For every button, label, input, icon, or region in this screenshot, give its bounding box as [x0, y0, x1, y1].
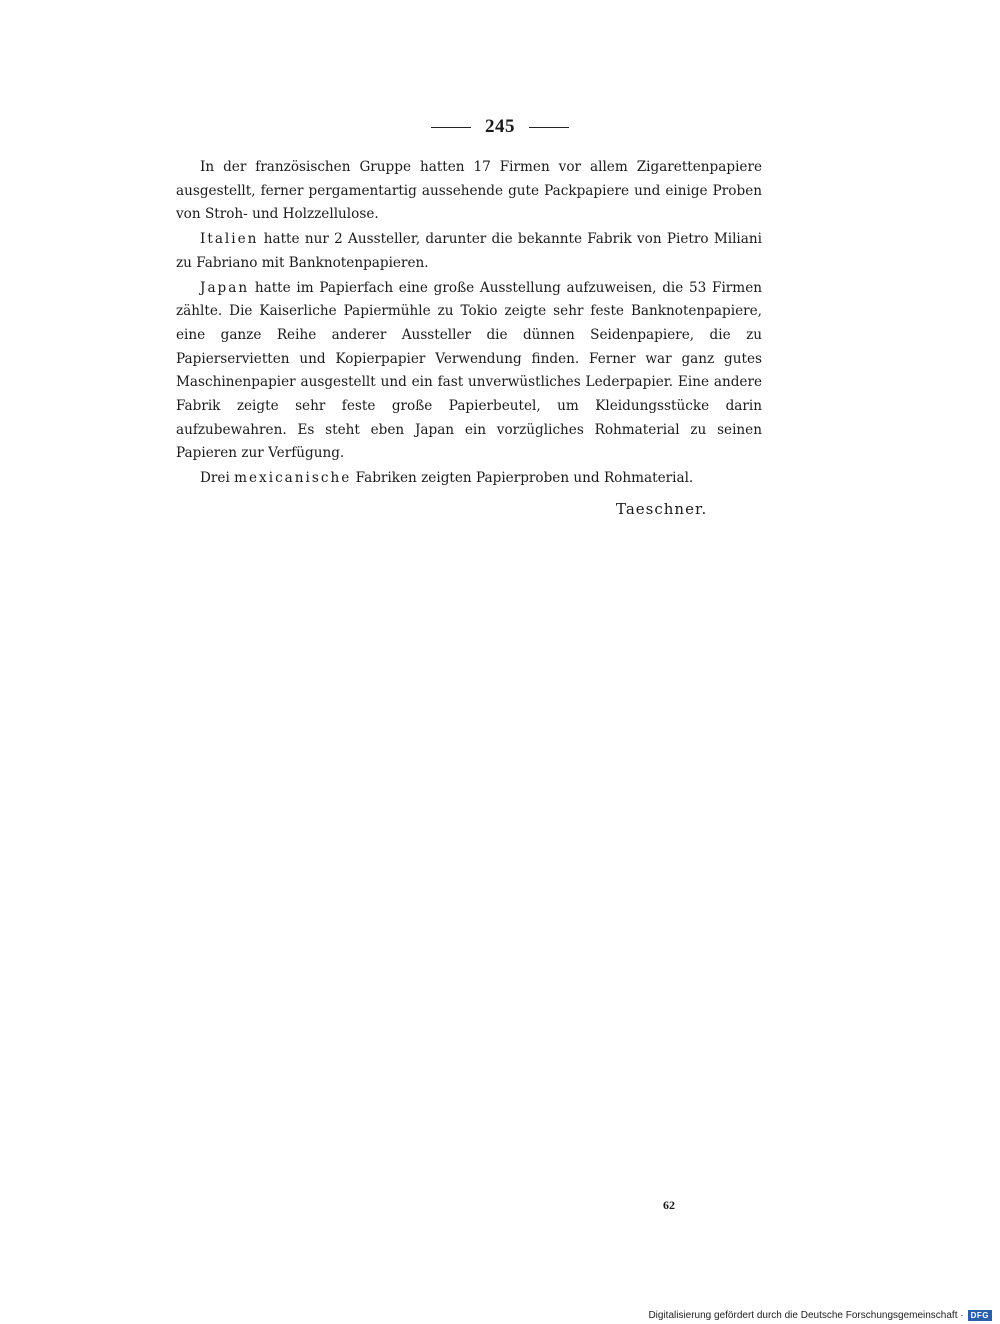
footer-text: Digitalisierung gefördert durch die Deutsche Forschungsgemeinschaft ·	[648, 1310, 964, 1321]
paragraph-text: In der französischen Gruppe hatten 17 Firmen vor allem Zigarettenpapiere ausgestellt, ferner pergamentartig aussehende gute Packpapiere und einige Proben von Stroh- und Holzzellulose.	[176, 159, 762, 223]
paragraph-japan	[176, 277, 762, 467]
paragraph-text: hatte nur 2 Aussteller, darunter die bekannte Fabrik von Pietro Miliani zu Fabriano mit Banknotenpapieren.	[176, 231, 762, 271]
paragraph-french-group	[176, 156, 762, 227]
paragraph-text: hatte im Papierfach eine große Ausstellung aufzuweisen, die 53 Firmen zählte. Die Kaiserliche Papiermühle zu Tokio zeigte sehr feste Banknotenpapiere, eine ganze Reihe anderer Aussteller die dünnen Seidenpapiere, die zu Papierservietten und Kopierpapier Verwendung finden. Ferner war ganz gutes Maschinenpapier ausgestellt und ein fast unverwüstliches Lederpapier. Eine andere Fabrik zeigte sehr feste große Papierbeutel, um Kleidungsstücke darin aufzubewahren. Es steht eben Japan ein vorzügliches Rohmaterial zu seinen Papieren zur Verfügung.	[176, 279, 762, 462]
spaced-keyword: Japan	[200, 279, 250, 296]
dfg-logo-icon: DFG	[968, 1310, 992, 1321]
digitization-footer	[648, 1310, 992, 1321]
page-header	[0, 116, 1000, 138]
paragraph-italy	[176, 228, 762, 275]
paragraph-text: Fabriken zeigten Papierproben und Rohmaterial.	[351, 470, 694, 487]
header-dash-right	[529, 127, 569, 128]
sheet-number: 62	[663, 1198, 675, 1212]
paragraph-lead: Drei	[200, 470, 235, 487]
header-dash-left	[431, 127, 471, 128]
author-signature: Taeschner.	[616, 500, 708, 518]
spaced-keyword: mexicanische	[234, 470, 352, 487]
paragraph-mexico	[176, 467, 762, 491]
body-text	[176, 156, 762, 492]
spaced-keyword: Italien	[200, 231, 259, 248]
page-number: 245	[485, 116, 515, 137]
